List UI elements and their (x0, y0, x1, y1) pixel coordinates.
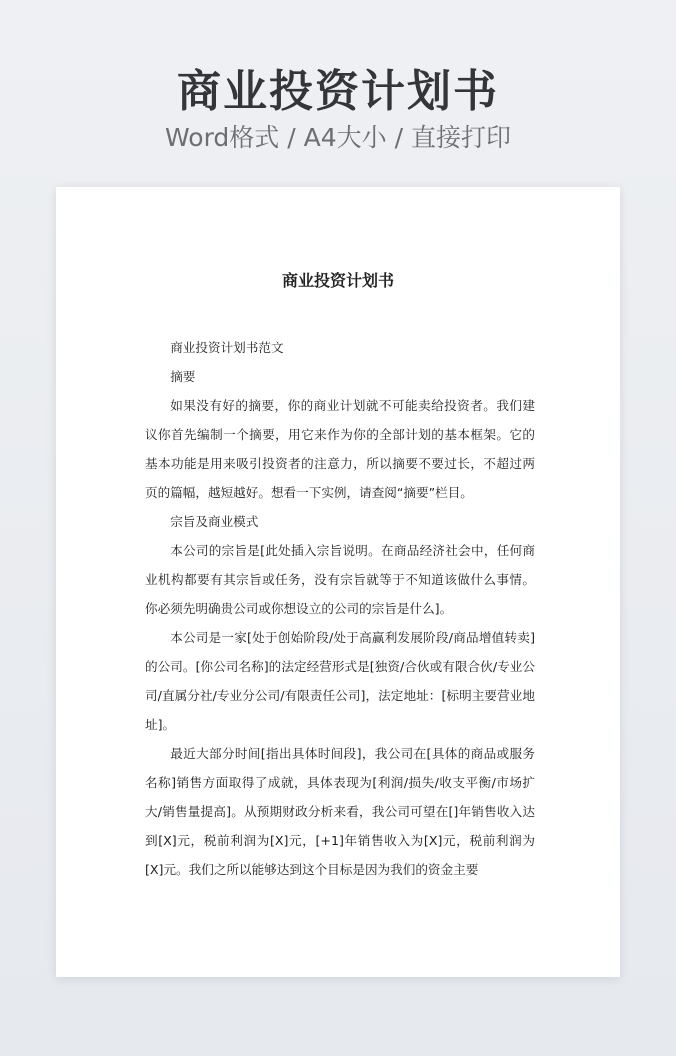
section-heading-mission: 宗旨及商业模式 (170, 514, 259, 529)
banner-title: 商业投资计划书 (177, 66, 499, 117)
section-heading-sample: 商业投资计划书范文 (170, 340, 284, 355)
paragraph-performance: 最近大部分时间[指出具体时间段]，我公司在[具体的商品或服务名称]销售方面取得了成就，具体表现为[利润/损失/收支平衡/市场扩大/销售量提高]。从预期财政分析来看，我公司可望在[]年销售收入达到[X]元，税前利润为[X]元，[+1]年销售收入为[X]元，税前利润为[X]元。我们之所以能够达到这个目标是因为我们的资金主要 (145, 746, 535, 877)
paragraph-company: 本公司是一家[处于创始阶段/处于高赢利发展阶段/商品增值转卖]的公司。[你公司名称]的法定经营形式是[独资/合伙或有限合伙/专业公司/直属分社/专业分公司/有限责任公司]，法定地址：[标明主要营业地址]。 (145, 630, 535, 732)
banner-subtitle: Word格式 / A4大小 / 直接打印 (165, 123, 511, 152)
paragraph-mission: 本公司的宗旨是[此处插入宗旨说明。在商品经济社会中，任何商业机构都要有其宗旨或任务，没有宗旨就等于不知道该做什么事情。你必须先明确贵公司或你想设立的公司的宗旨是什么]。 (145, 543, 535, 616)
paragraph-summary: 如果没有好的摘要，你的商业计划就不可能卖给投资者。我们建议你首先编制一个摘要，用它来作为你的全部计划的基本框架。它的基本功能是用来吸引投资者的注意力，所以摘要不要过长，不超过两页的篇幅，越短越好。想看一下实例，请查阅“摘要”栏目。 (145, 398, 535, 500)
section-heading-summary: 摘要 (170, 369, 196, 384)
document-body (145, 333, 535, 884)
document-page (56, 187, 620, 977)
document-title: 商业投资计划书 (281, 271, 394, 290)
